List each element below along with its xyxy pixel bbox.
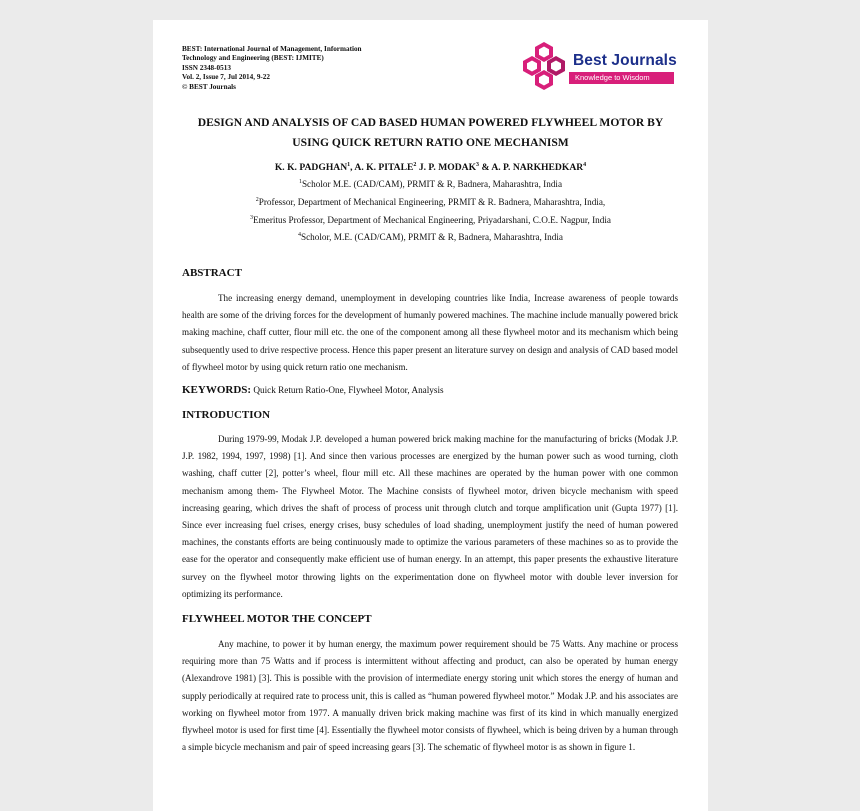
abstract-text: The increasing energy demand, unemployment in developing countries like India, Increase awareness of people towards health are some of the driving forces for the development of humanly powered machines. The machine include manually powered brick making machine, chaff cutter, flour mill etc. the one of the component among all these flywheel motor and its mechanism which being subsequently used to drive respective process. Hence this paper present an literature survey on design and analysis of CAD based model of flywheel motor by using quick return ratio one mechanism. xyxy=(182,293,678,372)
author-name: J. P. MODAK xyxy=(418,162,477,174)
journal-copyright: © BEST Journals xyxy=(182,82,236,91)
affiliation-sup: 3 xyxy=(250,215,253,221)
author-sup: 2 xyxy=(413,162,417,168)
journal-info xyxy=(182,45,412,92)
introduction-heading: INTRODUCTION xyxy=(182,409,271,421)
hexagon-cluster-icon xyxy=(519,40,575,94)
journal-name-line1: BEST: International Journal of Management, Information xyxy=(182,45,362,53)
author-sep: & xyxy=(479,162,492,174)
affiliation-text: Emeritus Professor, Department of Mechanical Engineering, Priyadarshani, C.O.E. Nagpur, India xyxy=(253,215,611,226)
affiliation-text: Professor, Department of Mechanical Engineering, PRMIT & R. Badnera, Maharashtra, India, xyxy=(258,197,606,208)
concept-heading: FLYWHEEL MOTOR THE CONCEPT xyxy=(182,613,372,625)
author-name: A. K. PITALE xyxy=(354,162,414,174)
affiliation-text: Scholor M.E. (CAD/CAM), PRMIT & R, Badnera, Maharashtra, India xyxy=(301,179,563,190)
logo-tagline: Knowledge to Wisdom xyxy=(569,72,674,84)
introduction-text: During 1979-99, Modak J.P. developed a human powered brick making machine for the manufacturing of bricks (Modak J.P. J.P. 1982, 1994, 1997, 1998) [1]. And since then various processes are energized by the human power such as wood turning, cloth washing, chaff cutter [2], potter’s wheel, flour mill etc. All these machines are operated by the human power with one common mechanism among them- The Flywheel Motor. The Machine consists of flywheel motor, driven bicycle mechanism with speed increasing gearing, which drives the shaft of process of process unit through clutch and torque amplification unit (Gupta 1977) [1]. Since ever increasing fuel crises, energy crises, busy schedules of load shading, unemployment justify the need of human powered machines, the constants efforts are being continuously made to optimize the various parameters of these machines so as to provide the ease for the operator and consequently make efficient use of human energy. In an attempt, this paper presents the exhaustive literature survey on the flywheel motor throwing lights on the experimentation done on flywheel motor with double lever inversion for optimizing its performance. xyxy=(182,434,678,599)
keywords-text: Quick Return Ratio-One, Flywheel Motor, Analysis xyxy=(251,385,444,395)
affiliation-sup: 4 xyxy=(297,232,301,238)
paper-title-line1: DESIGN AND ANALYSIS OF CAD BASED HUMAN POWERED FLYWHEEL MOTOR BY xyxy=(197,116,664,129)
affiliation xyxy=(153,232,708,242)
concept-text: Any machine, to power it by human energy, the maximum power requirement should be 75 Watts. Any machine or process requiring more than 75 Watts and if process is intermittent without affecting and product, can also be operated by human energy (Alexandrove 1981) [3]. This is possible with the provision of intermediate energy storing unit which stores the energy of human and supply periodically at required rate to process unit, this is called as “human powered flywheel motor.” Modak J.P. and his associates are working on flywheel motor from 1977. A manually driven brick making machine was first of its kind in which manually energized flywheel motor is used for first time [4]. Essentially the flywheel motor consists of flywheel, which is being driven by a human through a simple bicycle mechanism and pair of speed increasing gears [3]. The schematic of flywheel motor is as shown in figure 1. xyxy=(182,639,678,753)
author-list xyxy=(153,162,708,173)
affiliation xyxy=(153,179,708,189)
paper-title-line2: USING QUICK RETURN RATIO ONE MECHANISM xyxy=(292,136,569,149)
author-sup: 3 xyxy=(476,162,480,168)
author-name: A. P. NARKHEDKAR xyxy=(491,162,584,174)
journal-name-line2: Technology and Engineering (BEST: IJMITE) xyxy=(182,54,324,63)
author-sup: 1 xyxy=(347,162,351,168)
affiliation-sup: 1 xyxy=(298,179,302,185)
affiliation-sup: 2 xyxy=(255,197,259,203)
logo-title: Best Journals xyxy=(573,52,677,69)
journal-volume: Vol. 2, Issue 7, Jul 2014, 9-22 xyxy=(182,73,270,82)
abstract-heading: ABSTRACT xyxy=(182,267,242,279)
best-journals-logo xyxy=(519,40,679,94)
author-name: K. K. PADGHAN xyxy=(274,162,348,174)
author-sup: 4 xyxy=(583,162,587,168)
keywords xyxy=(182,384,444,396)
affiliation xyxy=(153,215,708,225)
affiliation-text: Scholor, M.E. (CAD/CAM), PRMIT & R, Badnera, Maharashtra, India xyxy=(300,232,564,243)
paper-page xyxy=(153,20,708,811)
keywords-label: KEYWORDS: xyxy=(182,384,252,396)
author-sep: , xyxy=(350,162,355,174)
affiliation xyxy=(153,197,708,207)
journal-issn: ISSN 2348-0513 xyxy=(182,63,231,72)
